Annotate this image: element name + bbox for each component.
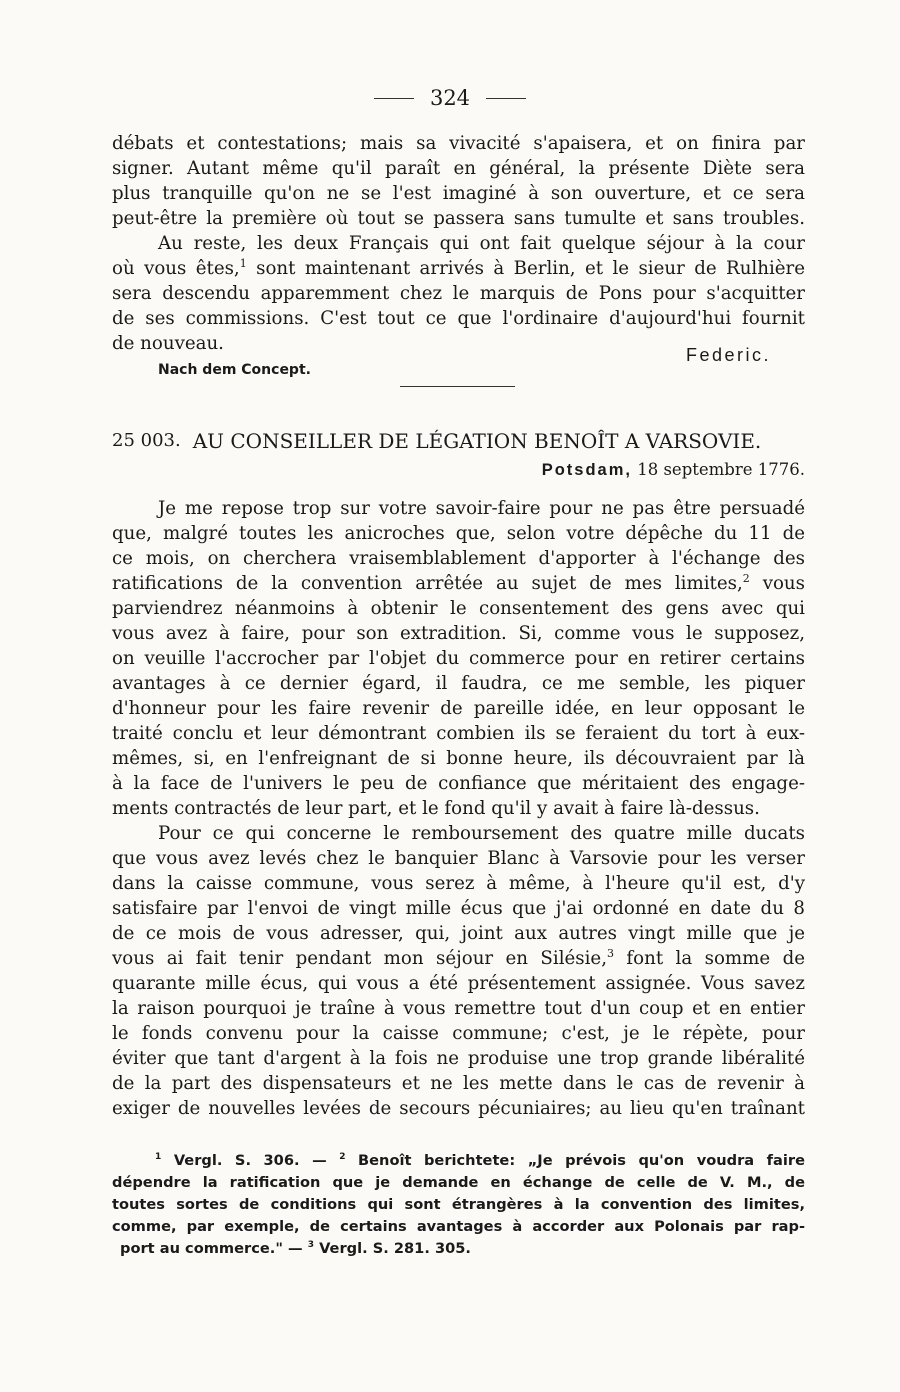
text-line: de ce mois de vous adresser, qui, joint aux autres vingt mille que je	[112, 923, 805, 944]
text-line: d'honneur pour les faire revenir de pareille idée, en leur opposant le	[112, 698, 805, 719]
letter-heading	[112, 427, 805, 455]
dateline	[505, 460, 805, 480]
text-line: peut-être la première où tout se passera sans tumulte et sans troubles.	[112, 208, 805, 229]
text-line: mêmes, si, en l'enfreignant de si bonne heure, ils découvraient par là	[112, 748, 805, 769]
footnote-marker: 3	[307, 1240, 314, 1251]
letter-title: AU CONSEILLER DE LÉGATION BENOÎT A VARSOVIE.	[192, 429, 762, 453]
text-fragment: ratifications de la convention arrêtée au sujet de mes limites,	[112, 573, 743, 594]
text-line: le fonds convenu pour la caisse commune; c'est, je le répète, pour	[112, 1023, 805, 1044]
footnote-marker[interactable]: 1	[239, 256, 247, 270]
footnote-text: Vergl. S. 281. 305.	[319, 1240, 471, 1257]
footnote-line: toutes sortes de conditions qui sont étrangères à la convention des limites,	[112, 1196, 805, 1213]
text-line: Au reste, les deux Français qui ont fait quelque séjour à la cour	[158, 233, 805, 254]
text-line: vous avez à faire, pour son extradition. Si, comme vous le supposez,	[112, 623, 805, 644]
footnote-marker[interactable]: 2	[742, 571, 750, 585]
dateline-date: 18 septembre 1776.	[637, 460, 805, 479]
header-dash-left	[374, 98, 414, 99]
footnote-text: port au commerce." —	[120, 1240, 303, 1257]
text-line: on veuille l'accrocher par l'objet du commerce pour en retirer certains	[112, 648, 805, 669]
text-line: parviendrez néanmoins à obtenir le consentement des gens avec qui	[112, 598, 805, 619]
text-line: que, malgré toutes les anicroches que, selon votre dépêche du 11 de	[112, 523, 805, 544]
text-line: plus tranquille qu'on ne se l'est imaginé à son ouverture, et ce sera	[112, 183, 805, 204]
text-line: quarante mille écus, qui vous a été présentement assignée. Vous savez	[112, 973, 805, 994]
text-line: ments contractés de leur part, et le fond qu'il y avait à faire là-dessus.	[112, 798, 760, 819]
text-line	[112, 256, 805, 281]
text-line: la raison pourquoi je traîne à vous remettre tout d'un coup et en entier	[112, 998, 805, 1019]
text-line: Je me repose trop sur votre savoir-faire pour ne pas être persuadé	[158, 498, 805, 519]
footnote-marker: 1	[155, 1152, 162, 1163]
text-line: débats et contestations; mais sa vivacité s'apaisera, et on finira par	[112, 133, 805, 154]
text-fragment: font la somme de	[626, 948, 805, 969]
footnote-line	[155, 1150, 805, 1172]
footnote-text: Benoît berichtete: „Je prévois qu'on voudra faire	[358, 1152, 805, 1169]
signature: Federic.	[686, 345, 772, 365]
footnote-marker[interactable]: 3	[606, 946, 614, 960]
footnote-text: Vergl. S. 306. —	[173, 1152, 327, 1169]
footnote-line: dépendre la ratification que je demande en échange de celle de V. M., de	[112, 1174, 805, 1191]
text-line: traité conclu et leur démontrant combien ils se feraient du tort à eux-	[112, 723, 805, 744]
text-line: avantages à ce dernier égard, il faudra, ce me semble, les piquer	[112, 673, 805, 694]
text-line: dans la caisse commune, vous serez à même, à l'heure qu'il est, d'y	[112, 873, 805, 894]
text-line: de ses commissions. C'est tout ce que l'ordinaire d'aujourd'hui fournit	[112, 308, 805, 329]
text-fragment: vous	[762, 573, 805, 594]
text-line: ce mois, on cherchera vraisemblablement d'apporter à l'échange des	[112, 548, 805, 569]
page-header	[0, 86, 900, 110]
text-line: exiger de nouvelles levées de secours pécuniaires; au lieu qu'en traînant	[112, 1098, 805, 1119]
text-line: éviter que tant d'argent à la fois ne produise une trop grande libéralité	[112, 1048, 805, 1069]
footnote-marker: 2	[339, 1152, 346, 1163]
footnote-line	[120, 1238, 805, 1260]
letter-number: 25 003.	[112, 430, 181, 451]
text-fragment: où vous êtes,	[112, 258, 240, 279]
text-line: que vous avez levés chez le banquier Blanc à Varsovie pour les verser	[112, 848, 805, 869]
text-line: signer. Autant même qu'il paraît en général, la présente Diète sera	[112, 158, 805, 179]
source-note: Nach dem Concept.	[158, 362, 311, 378]
text-line: de la part des dispensateurs et ne les mette dans le cas de revenir à	[112, 1073, 805, 1094]
text-line: à la face de l'univers le peu de confiance que méritaient des engage-	[112, 773, 805, 794]
text-line: satisfaire par l'envoi de vingt mille écus que j'ai ordonné en date du 8	[112, 898, 805, 919]
header-dash-right	[486, 98, 526, 99]
dateline-place: Potsdam,	[541, 461, 632, 479]
section-divider	[400, 386, 515, 387]
text-line	[112, 946, 805, 971]
text-fragment: sont maintenant arrivés à Berlin, et le sieur de Rulhière	[256, 258, 805, 279]
text-line: sera descendu apparemment chez le marquis de Pons pour s'acquitter	[112, 283, 805, 304]
text-fragment: vous ai fait tenir pendant mon séjour en Silésie,	[112, 948, 607, 969]
text-line: de nouveau.	[112, 333, 224, 354]
text-line	[112, 571, 805, 596]
footnote-line: comme, par exemple, de certains avantages à accorder aux Polonais par rap-	[112, 1218, 805, 1235]
page-number: 324	[429, 86, 471, 110]
text-line: Pour ce qui concerne le remboursement des quatre mille ducats	[158, 823, 805, 844]
